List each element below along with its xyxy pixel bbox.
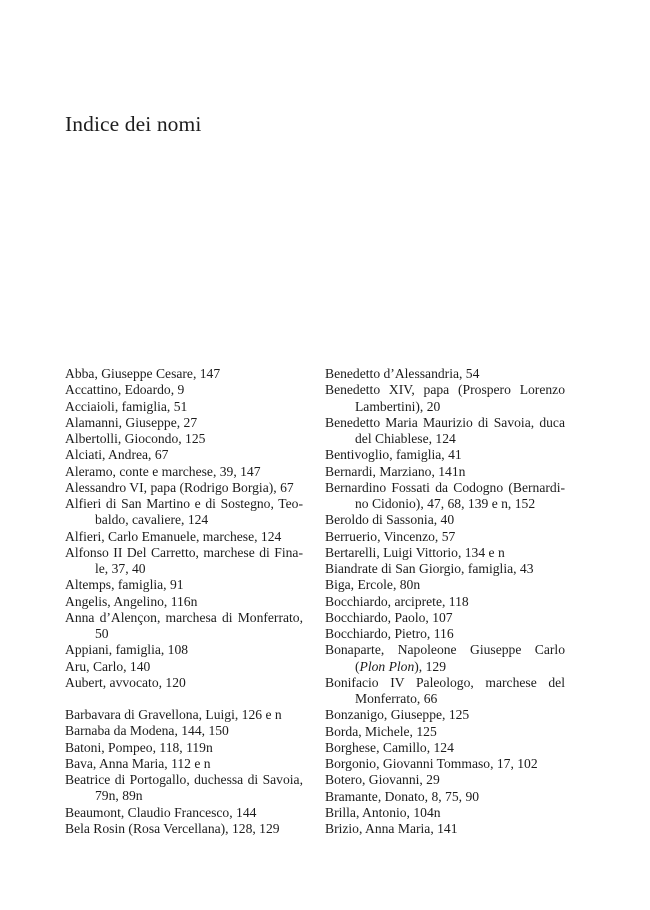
index-entry: Botero, Giovanni, 29 (325, 772, 440, 788)
letter-group-gap (65, 691, 303, 707)
index-entry-bonaparte (325, 642, 565, 675)
index-column-right (325, 366, 565, 837)
index-entry: Benedetto d’Alessandria, 54 (325, 366, 480, 381)
index-entry: Accattino, Edoardo, 9 (65, 382, 185, 398)
index-entry: Bernardi, Marziano, 141n (325, 463, 466, 479)
index-entry: Barbavara di Gravellona, Luigi, 126 e n (65, 707, 282, 722)
index-entry: Aleramo, conte e marchese, 39, 147 (65, 463, 261, 479)
index-entry: Angelis, Angelino, 116n (65, 593, 198, 609)
index-entry: Borda, Michele, 125 (325, 723, 437, 739)
index-entry: Bonzanigo, Giuseppe, 125 (325, 707, 470, 723)
index-entry: Borgonio, Giovanni Tommaso, 17, 102 (325, 756, 538, 771)
index-entry: Brizio, Anna Maria, 141 (325, 821, 458, 836)
index-entry: Beatrice di Portogallo, duchessa di Savoia, 79n, 89n (65, 772, 303, 804)
index-entry: Barnaba da Modena, 144, 150 (65, 723, 229, 739)
entry-italic-text: Plon Plon (359, 658, 415, 674)
index-entry: Albertolli, Giocondo, 125 (65, 431, 206, 446)
index-entry: Alfieri di San Martino e di Sostegno, Teo-baldo, cavaliere, 124 (65, 496, 303, 528)
index-entry: Bocchiardo, Paolo, 107 (325, 609, 453, 625)
index-entry: Benedetto XIV, papa (Prospero Lorenzo Lambertini), 20 (325, 382, 565, 414)
index-entry: Bramante, Donato, 8, 75, 90 (325, 788, 480, 804)
index-entry: Alfonso II Del Carretto, marchese di Fina-le, 37, 40 (65, 544, 303, 576)
index-entry: Bernardino Fossati da Codogno (Bernardi-no Cidonio), 47, 68, 139 e n, 152 (325, 479, 565, 511)
index-entry: Bentivoglio, famiglia, 41 (325, 447, 462, 463)
page-title: Indice dei nomi (65, 112, 202, 136)
index-entry: Altemps, famiglia, 91 (65, 577, 184, 593)
index-entry: Bocchiardo, arciprete, 118 (325, 593, 469, 609)
index-entry: Bonifacio IV Paleologo, marchese del Monferrato, 66 (325, 674, 565, 706)
index-entry: Batoni, Pompeo, 118, 119n (65, 739, 213, 755)
index-entry: Alessandro VI, papa (Rodrigo Borgia), 67 (65, 479, 294, 495)
index-entry: Bava, Anna Maria, 112 e n (65, 755, 211, 771)
index-entry: Abba, Giuseppe Cesare, 147 (65, 366, 221, 381)
index-entry: Aubert, avvocato, 120 (65, 674, 186, 690)
index-entry: Beroldo di Sassonia, 40 (325, 512, 455, 528)
index-entry: Beaumont, Claudio Francesco, 144 (65, 804, 257, 820)
index-entry: Bertarelli, Luigi Vittorio, 134 e n (325, 544, 505, 560)
index-entry: Berruerio, Vincenzo, 57 (325, 528, 456, 544)
index-entry: Bocchiardo, Pietro, 116 (325, 626, 454, 641)
index-entry: Alfieri, Carlo Emanuele, marchese, 124 (65, 528, 282, 544)
index-entry: Bela Rosin (Rosa Vercellana), 128, 129 (65, 820, 280, 836)
index-entry: Appiani, famiglia, 108 (65, 642, 189, 658)
index-entry: Biga, Ercole, 80n (325, 577, 421, 593)
index-entry: Benedetto Maria Maurizio di Savoia, duca del Chiablese, 124 (325, 414, 565, 446)
entry-text: Bonaparte, Napoleone Giuseppe Carlo ( (325, 642, 565, 674)
index-column-left (65, 366, 303, 837)
index-entry: Alciati, Andrea, 67 (65, 447, 169, 463)
index-entry: Brilla, Antonio, 104n (325, 804, 441, 820)
index-entry: Acciaioli, famiglia, 51 (65, 398, 188, 414)
index-entry: Alamanni, Giuseppe, 27 (65, 414, 198, 430)
entry-text: ), 129 (414, 658, 446, 674)
index-entry: Anna d’Alençon, marchesa di Monferrato, 50 (65, 609, 303, 641)
index-entry: Borghese, Camillo, 124 (325, 739, 454, 755)
index-entry: Aru, Carlo, 140 (65, 658, 151, 674)
index-entry: Biandrate di San Giorgio, famiglia, 43 (325, 561, 534, 576)
